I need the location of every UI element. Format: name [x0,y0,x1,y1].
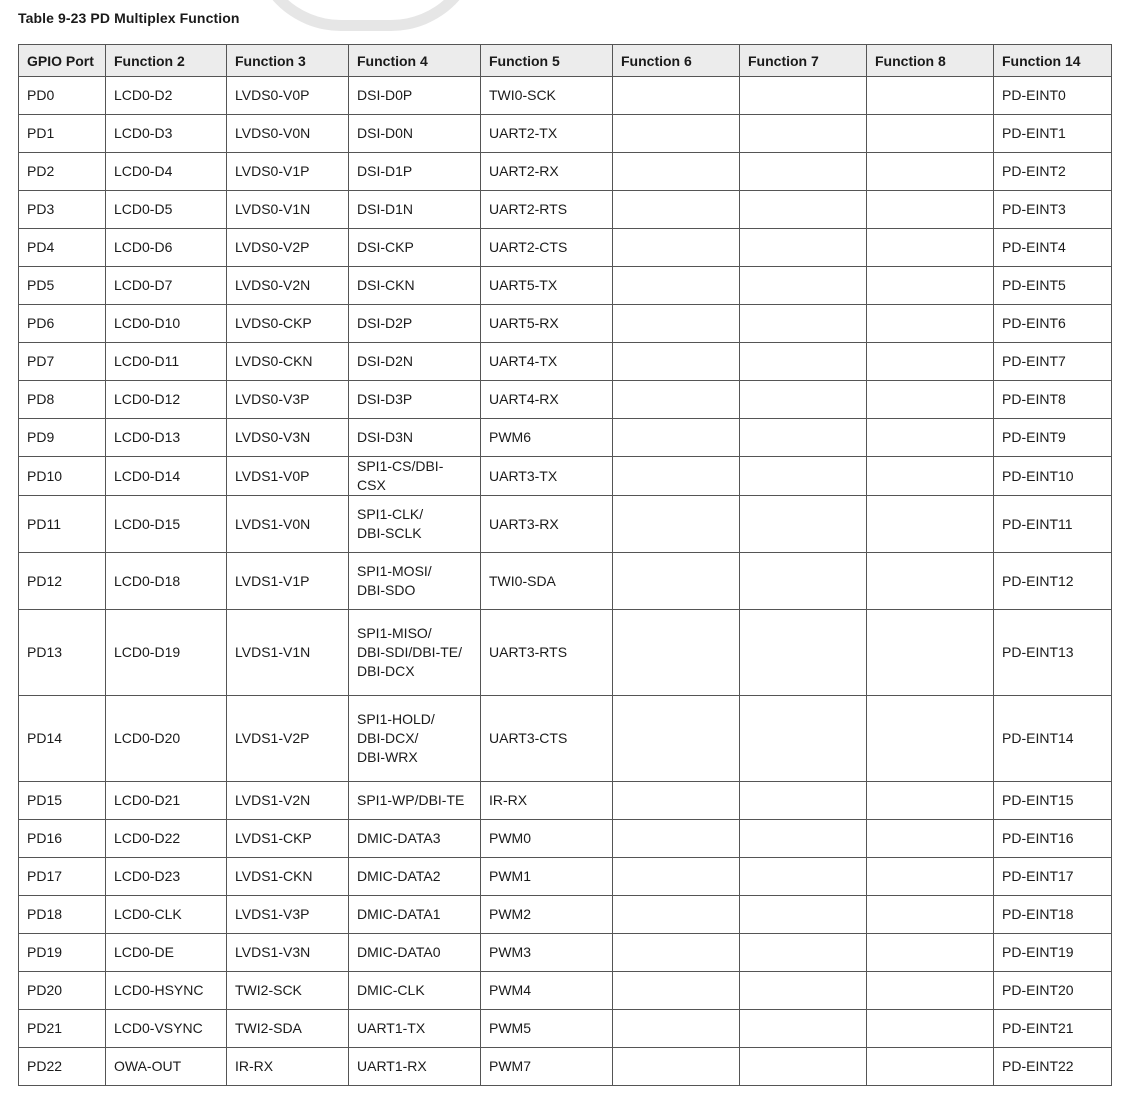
cell-function-3: LVDS0-V2P [227,229,349,267]
cell-function-2: LCD0-D4 [106,153,227,191]
cell-function-5: PWM4 [481,972,613,1010]
cell-function-3: LVDS0-V3P [227,381,349,419]
cell-gpio-port: PD3 [19,191,106,229]
cell-function-7 [740,858,867,896]
cell-line: DSI-CKP [357,239,414,255]
cell-function-7 [740,696,867,782]
cell-function-2: LCD0-D23 [106,858,227,896]
cell-function-8 [867,419,994,457]
cell-function-7 [740,782,867,820]
cell-function-4 [349,343,481,381]
cell-line: DSI-D0N [357,125,414,141]
cell-function-3: TWI2-SCK [227,972,349,1010]
cell-function-6 [613,77,740,115]
cell-function-5: UART2-TX [481,115,613,153]
cell-gpio-port: PD10 [19,457,106,496]
cell-function-2: LCD0-D13 [106,419,227,457]
cell-function-2: LCD0-D19 [106,610,227,696]
cell-function-8 [867,696,994,782]
table-row [19,610,1112,696]
cell-function-3: LVDS0-V1P [227,153,349,191]
cell-function-14: PD-EINT15 [994,782,1112,820]
cell-function-5: UART4-RX [481,381,613,419]
cell-line: SPI1-MOSI/ [357,563,432,579]
cell-function-6 [613,381,740,419]
cell-line: DMIC-CLK [357,982,425,998]
cell-line: SPI1-MISO/ [357,625,432,641]
cell-line: SPI1-CS/DBI-CSX [357,458,444,493]
cell-function-8 [867,267,994,305]
cell-function-6 [613,305,740,343]
cell-function-3: LVDS0-V0P [227,77,349,115]
cell-function-6 [613,229,740,267]
cell-function-6 [613,610,740,696]
table-body [19,77,1112,1086]
cell-function-7 [740,267,867,305]
cell-function-6 [613,153,740,191]
cell-function-4 [349,553,481,610]
cell-function-3: LVDS1-V1P [227,553,349,610]
cell-function-7 [740,305,867,343]
header-function-5: Function 5 [481,45,613,77]
cell-gpio-port: PD13 [19,610,106,696]
cell-function-7 [740,820,867,858]
table-row [19,381,1112,419]
cell-function-8 [867,191,994,229]
table-row [19,782,1112,820]
cell-function-8 [867,343,994,381]
header-function-6: Function 6 [613,45,740,77]
header-function-2: Function 2 [106,45,227,77]
cell-function-2: LCD0-D2 [106,77,227,115]
cell-function-6 [613,934,740,972]
header-function-7: Function 7 [740,45,867,77]
cell-gpio-port: PD11 [19,496,106,553]
cell-function-4 [349,191,481,229]
cell-function-3: LVDS1-V0P [227,457,349,496]
cell-function-7 [740,229,867,267]
cell-function-5: UART2-RX [481,153,613,191]
cell-function-14: PD-EINT11 [994,496,1112,553]
cell-function-3: LVDS0-V2N [227,267,349,305]
cell-function-6 [613,419,740,457]
cell-function-8 [867,934,994,972]
table-row [19,153,1112,191]
cell-function-4 [349,305,481,343]
cell-function-3: LVDS1-CKN [227,858,349,896]
cell-function-8 [867,305,994,343]
cell-function-4 [349,972,481,1010]
cell-gpio-port: PD18 [19,896,106,934]
cell-function-2: LCD0-D18 [106,553,227,610]
cell-gpio-port: PD15 [19,782,106,820]
table-row [19,972,1112,1010]
cell-line: DMIC-DATA3 [357,830,441,846]
cell-gpio-port: PD21 [19,1010,106,1048]
cell-function-7 [740,496,867,553]
table-row [19,77,1112,115]
cell-function-6 [613,782,740,820]
cell-function-5: UART2-CTS [481,229,613,267]
cell-function-4 [349,457,481,496]
cell-function-14: PD-EINT14 [994,696,1112,782]
cell-function-3: LVDS1-V0N [227,496,349,553]
cell-gpio-port: PD0 [19,77,106,115]
cell-function-4 [349,115,481,153]
cell-function-4 [349,1048,481,1086]
cell-function-4 [349,610,481,696]
cell-function-2: LCD0-DE [106,934,227,972]
cell-gpio-port: PD22 [19,1048,106,1086]
cell-function-7 [740,419,867,457]
cell-line: DBI-DCX/ [357,730,419,746]
cell-function-7 [740,457,867,496]
cell-line: SPI1-HOLD/ [357,711,435,727]
cell-function-4 [349,381,481,419]
cell-function-14: PD-EINT12 [994,553,1112,610]
cell-function-2: LCD0-D11 [106,343,227,381]
cell-function-5: IR-RX [481,782,613,820]
table-row [19,553,1112,610]
cell-function-2: LCD0-D14 [106,457,227,496]
cell-gpio-port: PD7 [19,343,106,381]
table-row [19,419,1112,457]
table-row [19,496,1112,553]
cell-function-2: LCD0-D6 [106,229,227,267]
cell-function-5: UART4-TX [481,343,613,381]
cell-line: DSI-D3N [357,429,414,445]
cell-function-14: PD-EINT10 [994,457,1112,496]
cell-function-14: PD-EINT9 [994,419,1112,457]
cell-function-4 [349,496,481,553]
cell-function-14: PD-EINT8 [994,381,1112,419]
cell-function-5: PWM0 [481,820,613,858]
cell-line: DSI-D0P [357,87,413,103]
table-row [19,115,1112,153]
cell-gpio-port: PD14 [19,696,106,782]
cell-function-5: UART2-RTS [481,191,613,229]
cell-function-5: PWM7 [481,1048,613,1086]
cell-function-14: PD-EINT13 [994,610,1112,696]
cell-function-2: OWA-OUT [106,1048,227,1086]
cell-function-14: PD-EINT17 [994,858,1112,896]
cell-function-8 [867,496,994,553]
cell-function-5: UART3-RTS [481,610,613,696]
cell-function-6 [613,457,740,496]
cell-function-8 [867,77,994,115]
table-row [19,457,1112,496]
cell-function-2: LCD0-D7 [106,267,227,305]
table-row [19,696,1112,782]
cell-function-3: LVDS0-V1N [227,191,349,229]
table-row [19,267,1112,305]
header-function-4: Function 4 [349,45,481,77]
cell-function-5: TWI0-SDA [481,553,613,610]
cell-function-7 [740,381,867,419]
cell-function-3: LVDS1-CKP [227,820,349,858]
cell-function-8 [867,1048,994,1086]
cell-line: DSI-D1N [357,201,414,217]
cell-function-14: PD-EINT1 [994,115,1112,153]
cell-function-5: UART3-TX [481,457,613,496]
cell-function-4 [349,696,481,782]
cell-function-6 [613,115,740,153]
cell-gpio-port: PD8 [19,381,106,419]
cell-function-4 [349,934,481,972]
cell-function-2: LCD0-VSYNC [106,1010,227,1048]
cell-function-6 [613,696,740,782]
cell-gpio-port: PD6 [19,305,106,343]
cell-function-3: TWI2-SDA [227,1010,349,1048]
cell-function-2: LCD0-D10 [106,305,227,343]
cell-function-5: PWM3 [481,934,613,972]
cell-function-5: TWI0-SCK [481,77,613,115]
cell-function-3: IR-RX [227,1048,349,1086]
cell-function-6 [613,267,740,305]
cell-function-6 [613,858,740,896]
cell-function-6 [613,191,740,229]
cell-line: DBI-SDI/DBI-TE/ [357,644,463,660]
cell-function-14: PD-EINT21 [994,1010,1112,1048]
cell-gpio-port: PD19 [19,934,106,972]
cell-function-7 [740,553,867,610]
header-row [19,45,1112,77]
cell-function-7 [740,153,867,191]
table-row [19,1048,1112,1086]
cell-function-4 [349,820,481,858]
cell-function-6 [613,972,740,1010]
table-row [19,1010,1112,1048]
cell-function-2: LCD0-HSYNC [106,972,227,1010]
cell-function-5: PWM5 [481,1010,613,1048]
cell-function-8 [867,457,994,496]
cell-gpio-port: PD12 [19,553,106,610]
header-function-8: Function 8 [867,45,994,77]
cell-gpio-port: PD2 [19,153,106,191]
cell-line: UART1-RX [357,1058,427,1074]
cell-function-14: PD-EINT22 [994,1048,1112,1086]
cell-function-14: PD-EINT16 [994,820,1112,858]
cell-function-14: PD-EINT18 [994,896,1112,934]
cell-function-8 [867,972,994,1010]
cell-function-5: UART5-TX [481,267,613,305]
cell-gpio-port: PD5 [19,267,106,305]
cell-function-7 [740,77,867,115]
cell-function-4 [349,229,481,267]
cell-function-8 [867,896,994,934]
cell-function-2: LCD0-D20 [106,696,227,782]
table-row [19,858,1112,896]
cell-function-14: PD-EINT2 [994,153,1112,191]
cell-function-3: LVDS0-V0N [227,115,349,153]
cell-function-3: LVDS0-V3N [227,419,349,457]
cell-function-3: LVDS1-V1N [227,610,349,696]
cell-function-2: LCD0-D22 [106,820,227,858]
cell-function-4 [349,782,481,820]
pd-multiplex-table [18,44,1112,1086]
table-row [19,191,1112,229]
cell-line: DMIC-DATA0 [357,944,441,960]
cell-function-7 [740,191,867,229]
cell-function-14: PD-EINT20 [994,972,1112,1010]
cell-function-7 [740,972,867,1010]
cell-function-6 [613,1010,740,1048]
cell-line: DSI-D2P [357,315,413,331]
cell-function-4 [349,896,481,934]
cell-line: DSI-CKN [357,277,415,293]
cell-function-7 [740,896,867,934]
cell-line: SPI1-CLK/ [357,506,424,522]
cell-function-7 [740,610,867,696]
cell-function-8 [867,1010,994,1048]
cell-function-14: PD-EINT19 [994,934,1112,972]
cell-function-8 [867,782,994,820]
cell-line: DBI-DCX [357,663,415,679]
cell-line: DBI-SDO [357,582,416,598]
cell-gpio-port: PD4 [19,229,106,267]
cell-function-4 [349,267,481,305]
cell-function-7 [740,1048,867,1086]
cell-function-4 [349,77,481,115]
cell-function-5: PWM2 [481,896,613,934]
header-function-14: Function 14 [994,45,1112,77]
cell-function-8 [867,115,994,153]
cell-function-8 [867,381,994,419]
cell-function-2: LCD0-D15 [106,496,227,553]
header-function-3: Function 3 [227,45,349,77]
cell-function-3: LVDS1-V3P [227,896,349,934]
cell-gpio-port: PD16 [19,820,106,858]
cell-function-2: LCD0-D5 [106,191,227,229]
cell-line: DSI-D2N [357,353,414,369]
cell-line: UART1-TX [357,1020,426,1036]
cell-function-5: UART3-RX [481,496,613,553]
cell-function-5: UART5-RX [481,305,613,343]
cell-function-6 [613,553,740,610]
table-row [19,229,1112,267]
cell-function-2: LCD0-CLK [106,896,227,934]
cell-function-4 [349,1010,481,1048]
cell-function-8 [867,153,994,191]
cell-function-14: PD-EINT7 [994,343,1112,381]
cell-line: DMIC-DATA2 [357,868,441,884]
table-row [19,305,1112,343]
header-gpio-port: GPIO Port [19,45,106,77]
cell-gpio-port: PD9 [19,419,106,457]
cell-function-5: PWM6 [481,419,613,457]
cell-line: SPI1-WP/DBI-TE [357,792,465,808]
cell-function-3: LVDS0-CKP [227,305,349,343]
table-row [19,343,1112,381]
cell-function-3: LVDS1-V2P [227,696,349,782]
cell-function-7 [740,1010,867,1048]
table-title: Table 9-23 PD Multiplex Function [18,10,240,26]
watermark-logo [250,0,482,31]
cell-gpio-port: PD20 [19,972,106,1010]
cell-function-3: LVDS0-CKN [227,343,349,381]
cell-function-4 [349,153,481,191]
table-row [19,934,1112,972]
cell-line: DSI-D3P [357,391,413,407]
cell-function-2: LCD0-D21 [106,782,227,820]
cell-function-7 [740,343,867,381]
cell-line: DBI-SCLK [357,525,422,541]
cell-function-2: LCD0-D3 [106,115,227,153]
cell-function-6 [613,820,740,858]
cell-function-14: PD-EINT0 [994,77,1112,115]
cell-function-14: PD-EINT4 [994,229,1112,267]
table-row [19,820,1112,858]
table-row [19,896,1112,934]
cell-function-6 [613,343,740,381]
cell-function-6 [613,1048,740,1086]
cell-function-6 [613,496,740,553]
cell-function-14: PD-EINT5 [994,267,1112,305]
cell-gpio-port: PD1 [19,115,106,153]
cell-line: DSI-D1P [357,163,413,179]
cell-function-7 [740,115,867,153]
cell-function-2: LCD0-D12 [106,381,227,419]
cell-line: DBI-WRX [357,749,418,765]
cell-function-8 [867,610,994,696]
cell-function-6 [613,896,740,934]
cell-function-4 [349,858,481,896]
cell-function-4 [349,419,481,457]
cell-gpio-port: PD17 [19,858,106,896]
cell-function-8 [867,820,994,858]
cell-line: DMIC-DATA1 [357,906,441,922]
cell-function-5: UART3-CTS [481,696,613,782]
cell-function-5: PWM1 [481,858,613,896]
cell-function-8 [867,553,994,610]
cell-function-14: PD-EINT6 [994,305,1112,343]
cell-function-14: PD-EINT3 [994,191,1112,229]
cell-function-7 [740,934,867,972]
cell-function-3: LVDS1-V3N [227,934,349,972]
cell-function-8 [867,858,994,896]
cell-function-8 [867,229,994,267]
cell-function-3: LVDS1-V2N [227,782,349,820]
